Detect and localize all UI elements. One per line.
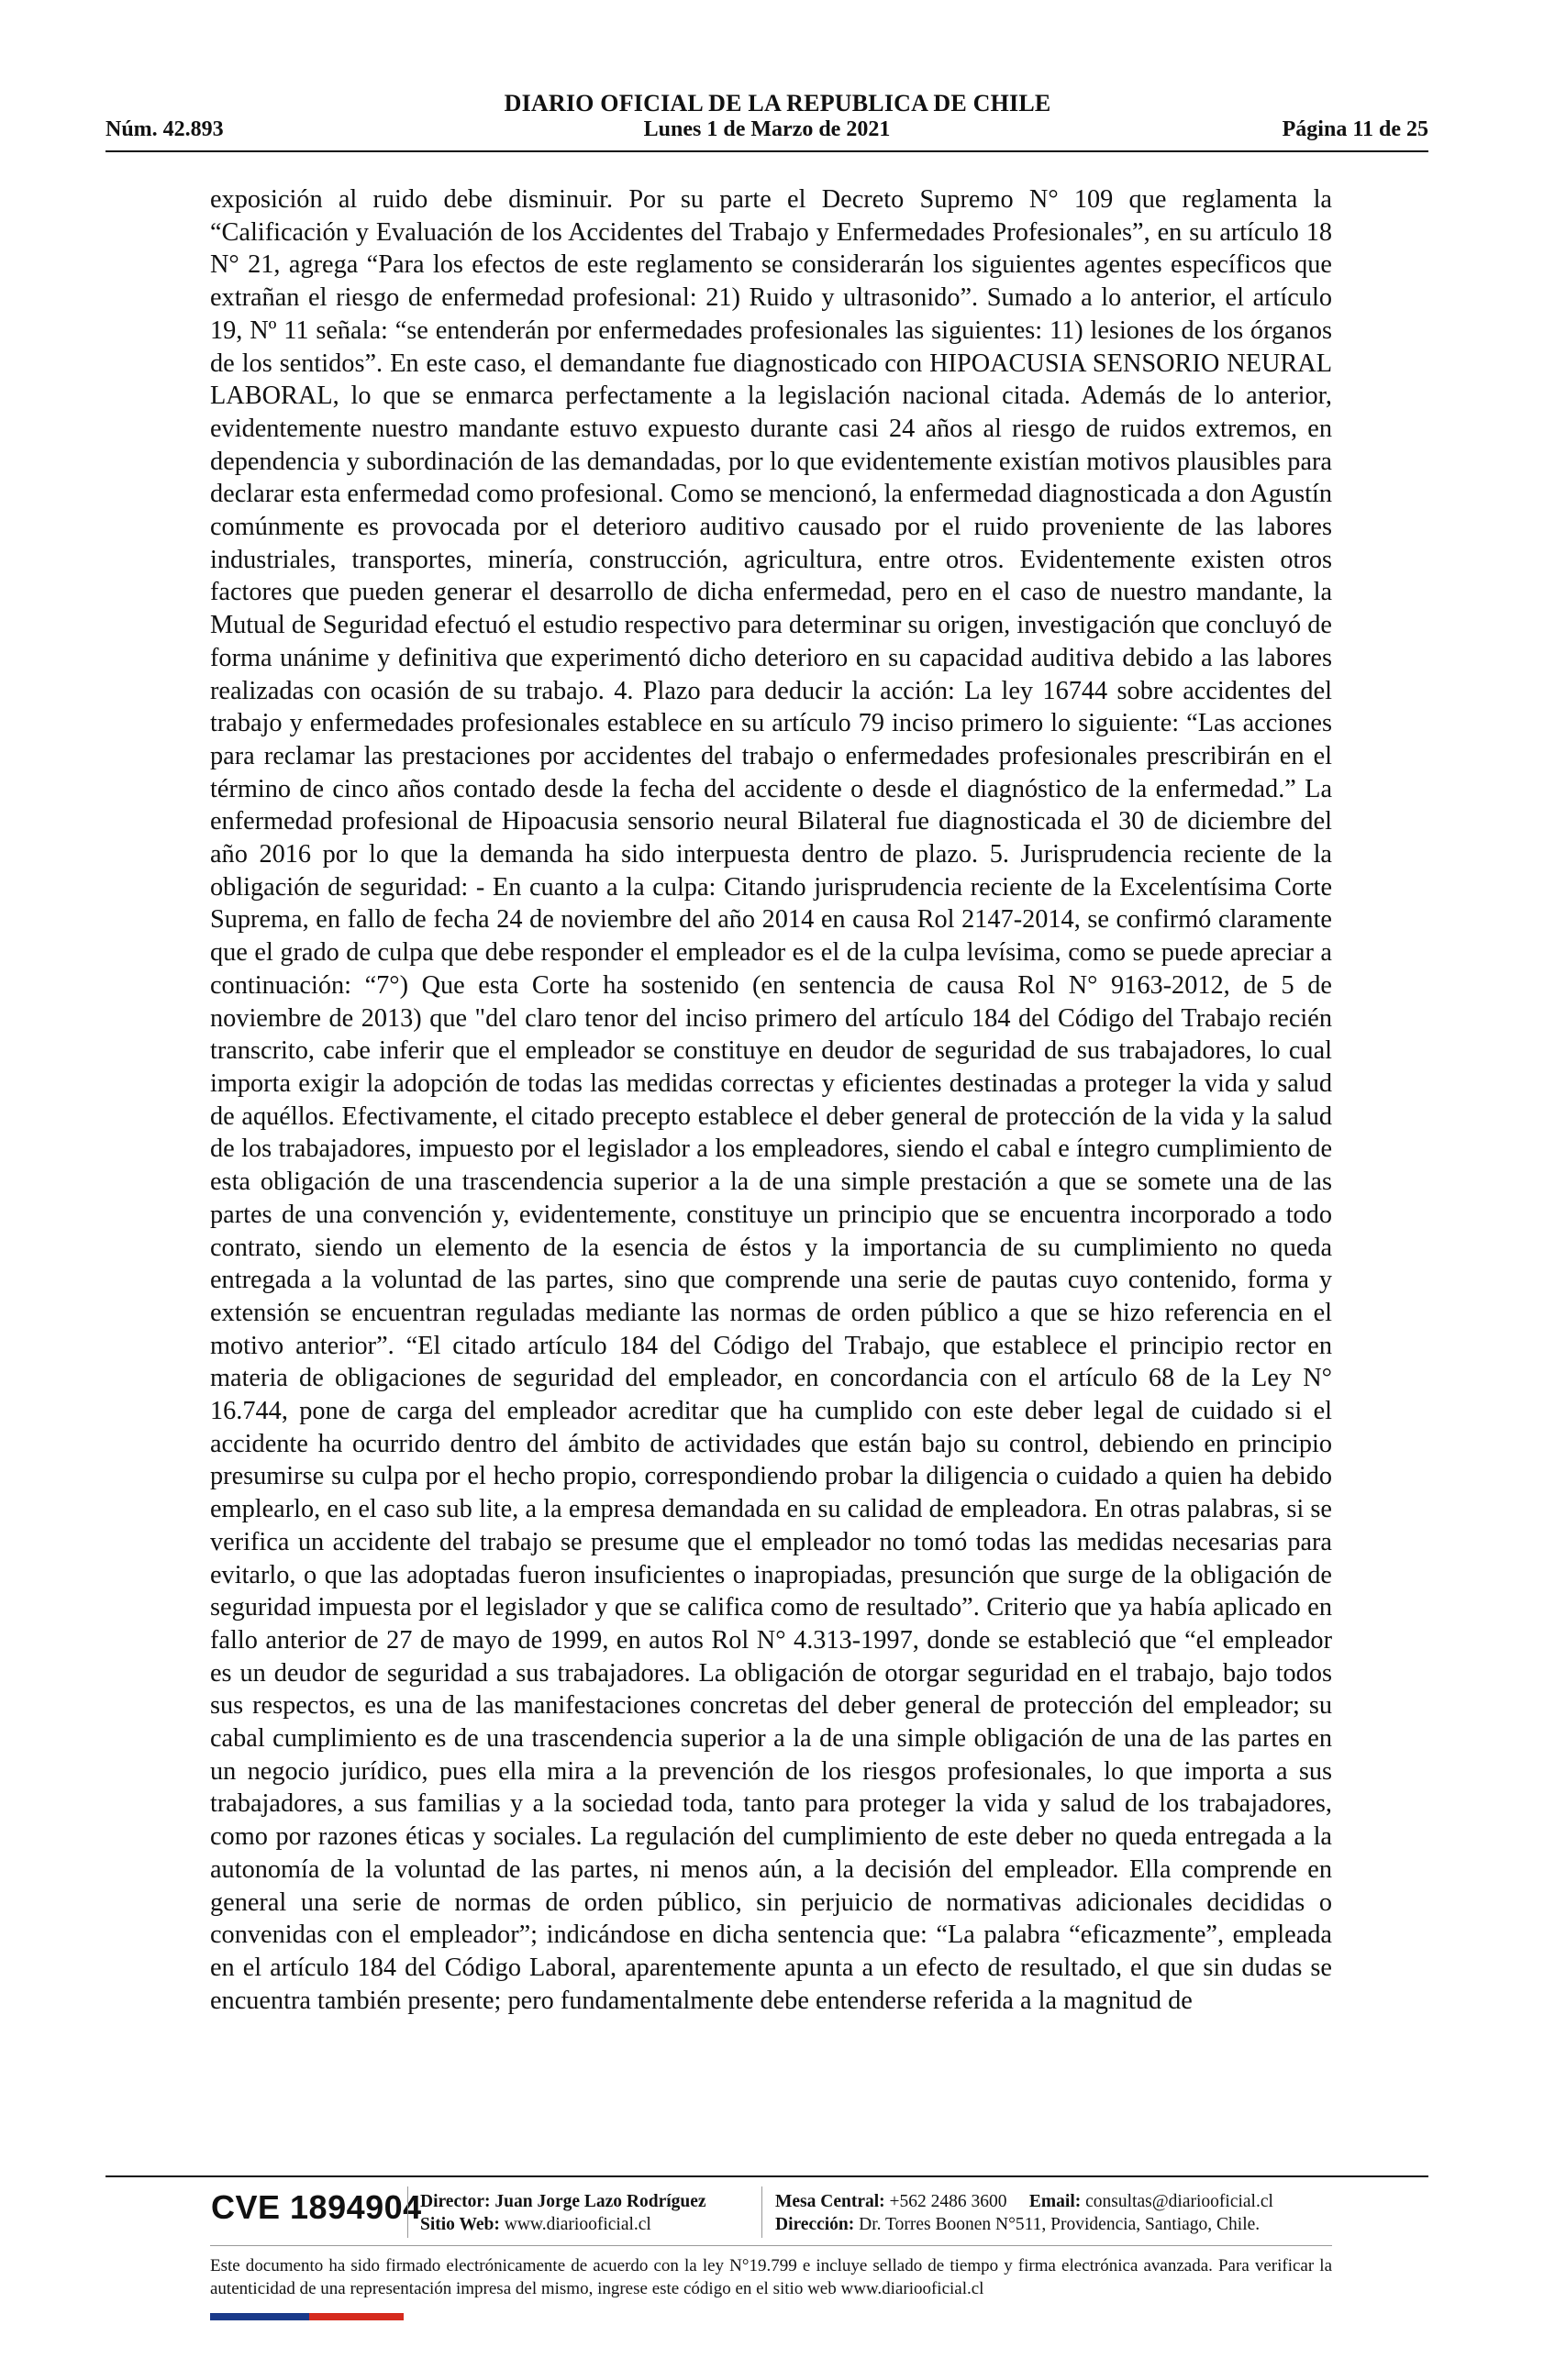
address-label: Dirección: — [775, 2215, 855, 2234]
header-row — [106, 117, 1428, 149]
signature-notice: Este documento ha sido firmado electrónicamente de acuerdo con la ley N°19.799 e incluye sellado de tiempo y firma electrónica avanzada. Para verificar la autenticidad de una representación impresa del mismo, ingrese este código en el sitio web www.diariooficial.cl — [210, 2256, 1332, 2298]
footer-divider-secondary — [210, 2245, 1332, 2246]
website-link[interactable]: www.diariooficial.cl — [504, 2215, 651, 2234]
website-label: Sitio Web: — [420, 2215, 500, 2234]
director-label: Director: — [420, 2192, 491, 2211]
body-paragraph: exposición al ruido debe disminuir. Por su parte el Decreto Supremo N° 109 que reglamenta la “Calificación y Evaluación de los Accidentes del Trabajo y Enfermedades Profesionales”, en su artículo 18 N° 21, agrega “Para los efectos de este reglamento se considerarán los siguientes agentes específicos que extrañan el riesgo de enfermedad profesional: 21) Ruido y ultrasonido”. Sumado a lo anterior, el artículo 19, Nº 11 señala: “se entenderán por enfermedades profesionales las siguientes: 11) lesiones de los órganos de los sentidos”. En este caso, el demandante fue diagnosticado con HIPOACUSIA SENSORIO NEURAL LABORAL, lo que se enmarca perfectamente a la legislación nacional citada. Además de lo anterior, evidentemente nuestro mandante estuvo expuesto durante casi 24 años al riesgo de ruidos extremos, en dependencia y subordinación de las demandadas, por lo que evidentemente existían motivos plausibles para declarar esta enfermedad como profesional. Como se mencionó, la enfermedad diagnosticada a don Agustín comúnmente es provocada por el deterioro auditivo causado por el ruido proveniente de las labores industriales, transportes, minería, construcción, agricultura, entre otros. Evidentemente existen otros factores que pueden generar el desarrollo de dicha enfermedad, pero en el caso de nuestro mandante, la Mutual de Seguridad efectuó el estudio respectivo para determinar su origen, investigación que concluyó de forma unánime y definitiva que experimentó dicho deterioro en su capacidad auditiva debido a las labores realizadas con ocasión de su trabajo. 4. Plazo para deducir la acción: La ley 16744 sobre accidentes del trabajo y enfermedades profesionales establece en su artículo 79 inciso primero lo siguiente: “Las acciones para reclamar las prestaciones por accidentes del trabajo o enfermedades profesionales prescribirán en el término de cinco años contado desde la fecha del accidente o desde el diagnóstico de la enfermedad.” La enfermedad profesional de Hipoacusia sensorio neural Bilateral fue diagnosticada el 30 de diciembre del año 2016 por lo que la demanda ha sido interpuesta dentro de plazo. 5. Jurisprudencia reciente de la obligación de seguridad: - En cuanto a la culpa: Citando jurisprudencia reciente de la Excelentísima Corte Suprema, en fallo de fecha 24 de noviembre del año 2014 en causa Rol 2147-2014, se confirmó claramente que el grado de culpa que debe responder el empleador es el de la culpa levísima, como se puede apreciar a continuación: “7°) Que esta Corte ha sostenido (en sentencia de causa Rol N° 9163-2012, de 5 de noviembre de 2013) que "del claro tenor del inciso primero del artículo 184 del Código del Trabajo recién transcrito, cabe inferir que el empleador se constituye en deudor de seguridad de sus trabajadores, lo cual importa exigir la adopción de todas las medidas correctas y eficientes destinadas a proteger la vida y salud de aquéllos. Efectivamente, el citado precepto establece el deber general de protección de la vida y la salud de los trabajadores, impuesto por el legislador a los empleadores, siendo el cabal e íntegro cumplimiento de esta obligación de una trascendencia superior a la de una simple prestación a que se somete una de las partes de una convención y, evidentemente, constituye un principio que se encuentra incorporado a todo contrato, siendo un elemento de la esencia de éstos y la importancia de su cumplimiento no queda entregada a la voluntad de las partes, sino que comprende una serie de pautas cuyo contenido, forma y extensión se encuentran reguladas mediante las normas de orden público a que se hizo referencia en el motivo anterior”. “El citado artículo 184 del Código del Trabajo, que establece el principio rector en materia de obligaciones de seguridad del empleador, en concordancia con el artículo 68 de la Ley N° 16.744, pone de carga del empleador acreditar que ha cumplido con este deber legal de cuidado si el accidente ha ocurrido dentro del ámbito de actividades que están bajo su control, debiendo en principio presumirse su culpa por el hecho propio, correspondiendo probar la diligencia o cuidado a quien ha debido emplearlo, en el caso sub lite, a la empresa demandada en su calidad de empleadora. En otras palabras, si se verifica un accidente del trabajo se presume que el empleador no tomó todas las medidas necesarias para evitarlo, o que las adoptadas fueron insuficientes o inapropiadas, presunción que surge de la obligación de seguridad impuesta por el legislador y que se califica como de resultado”. Criterio que ya había aplicado en fallo anterior de 27 de mayo de 1999, en autos Rol N° 4.313-1997, donde se estableció que “el empleador es un deudor de seguridad a sus trabajadores. La obligación de otorgar seguridad en el trabajo, bajo todos sus respectos, es una de las manifestaciones concretas del deber general de protección del empleador; su cabal cumplimiento es de una trascendencia superior a la de una simple obligación de una de las partes en un negocio jurídico, pues ella mira a la prevención de los riesgos profesionales, lo que importa a sus trabajadores, a sus familias y a la sociedad toda, tanto para proteger la vida y salud de los trabajadores, como por razones éticas y sociales. La regulación del cumplimiento de este deber no queda entregada a la autonomía de la voluntad de las partes, ni menos aún, a la decisión del empleador. Ella comprende en general una serie de normas de orden público, sin perjuicio de normativas adicionales decididas o convenidas con el empleador”; indicándose en dicha sentencia que: “La palabra “eficazmente”, empleada en el artículo 184 del Código Laboral, aparentemente apunta a un efecto de resultado, el que sin dudas se encuentra también presente; pero fundamentalmente debe entenderse referida a la magnitud de — [210, 185, 1332, 2015]
cve-code: CVE 1894904 — [211, 2188, 422, 2226]
footer-director-block — [420, 2190, 706, 2236]
page-indicator: Página 11 de 25 — [1282, 117, 1428, 141]
phone-number: +562 2486 3600 — [889, 2192, 1007, 2211]
phone-label: Mesa Central: — [775, 2192, 885, 2211]
flag-stripe-blue — [210, 2313, 309, 2320]
address-value: Dr. Torres Boonen N°511, Providencia, Santiago, Chile. — [859, 2215, 1261, 2234]
newspaper-title: DIARIO OFICIAL DE LA REPUBLICA DE CHILE — [504, 90, 1051, 116]
footer-separator — [407, 2186, 408, 2238]
issue-number: Núm. 42.893 — [106, 117, 224, 141]
header-divider — [106, 150, 1428, 152]
flag-stripe-red — [309, 2313, 404, 2320]
issue-date: Lunes 1 de Marzo de 2021 — [643, 117, 891, 141]
footer-separator — [761, 2186, 762, 2238]
director-name: Juan Jorge Lazo Rodríguez — [494, 2192, 706, 2211]
email-label: Email: — [1028, 2192, 1082, 2211]
email-link[interactable]: consultas@diariooficial.cl — [1085, 2192, 1273, 2211]
footer-divider — [106, 2175, 1428, 2177]
footer-contact-block — [775, 2190, 1273, 2236]
